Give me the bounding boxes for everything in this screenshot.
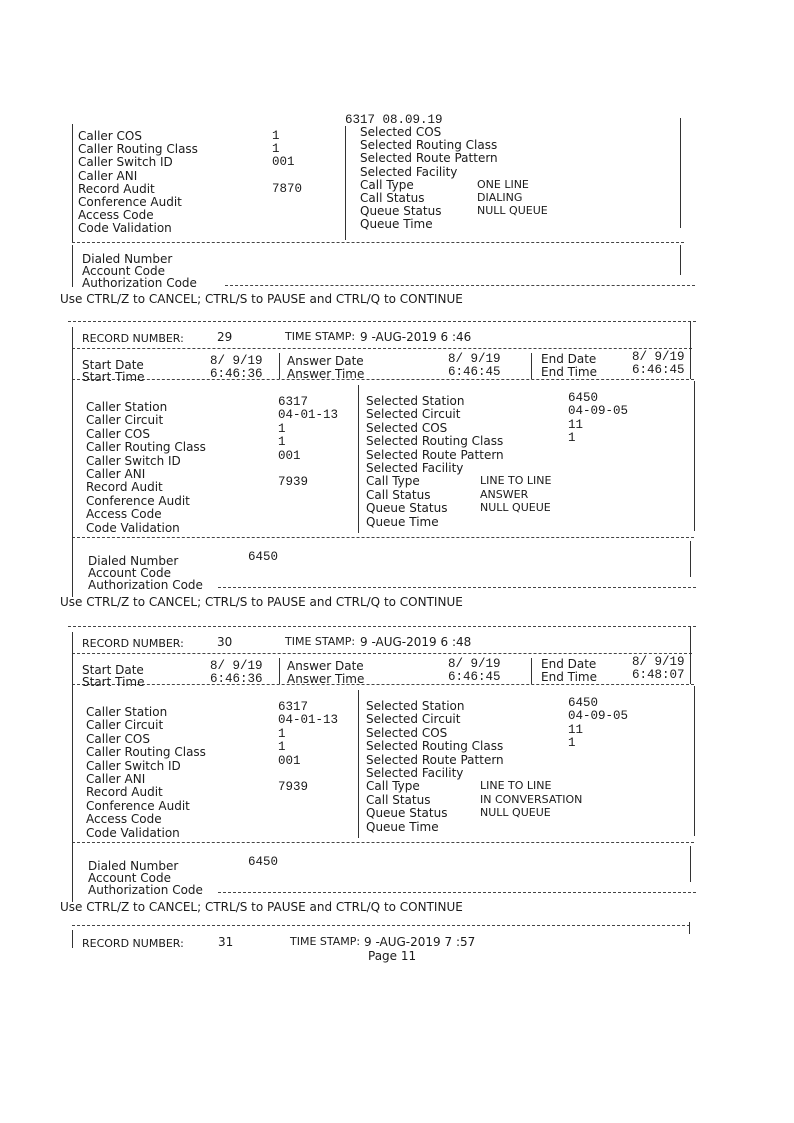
field-label: Caller Station [86, 400, 168, 414]
record-number: 29 [217, 330, 233, 344]
time-stamp: 9 -AUG-2019 7 :57 [364, 935, 476, 949]
field-label: Access Code [86, 812, 162, 827]
right-border [694, 686, 695, 836]
field-label: Code Validation [78, 221, 172, 236]
field-label: Call Status [360, 191, 425, 205]
record-number: 31 [218, 935, 234, 949]
start-date-label: Start Date [82, 663, 144, 677]
answer-time-label: Answer Time [287, 367, 365, 381]
field-value: 1 [278, 435, 286, 450]
field-label: Caller Circuit [86, 413, 164, 428]
field-value: 11 [568, 417, 584, 432]
record-number-label: RECORD NUMBER: [82, 332, 184, 345]
field-label: Queue Time [360, 217, 433, 232]
field-label: Queue Time [366, 514, 439, 529]
field-label: Caller Routing Class [78, 142, 198, 157]
column-divider [345, 126, 346, 240]
field-value: 6450 [248, 550, 279, 564]
field-label: Caller Switch ID [78, 155, 173, 170]
field-value: 1 [278, 740, 286, 755]
control-hint: Use CTRL/Z to CANCEL; CTRL/S to PAUSE and CTRL/Q to CONTINUE [60, 900, 463, 914]
field-value: 6450 [568, 391, 599, 405]
end-time: 6:46:45 [632, 363, 685, 377]
field-label: Caller Routing Class [86, 745, 206, 760]
field-label: Selected COS [366, 420, 448, 435]
divider-line [72, 653, 692, 654]
field-label: Caller Circuit [86, 718, 164, 733]
field-label: Caller COS [86, 731, 150, 746]
field-label: Queue Status [360, 204, 442, 219]
field-value: 7870 [272, 181, 303, 196]
field-value: ANSWER [480, 487, 529, 501]
field-label: Record Audit [78, 181, 155, 196]
start-time: 6:46:36 [210, 672, 263, 686]
start-time: 6:46:36 [210, 367, 263, 381]
field-label: Selected Facility [360, 164, 458, 179]
field-label: Dialed Number [88, 859, 179, 873]
field-label: Selected Routing Class [366, 739, 504, 754]
field-label: Authorization Code [88, 883, 203, 897]
field-value: NULL QUEUE [480, 501, 551, 515]
field-label: Selected Circuit [366, 712, 461, 727]
control-hint: Use CTRL/Z to CANCEL; CTRL/S to PAUSE and CTRL/Q to CONTINUE [60, 292, 463, 306]
field-label: Queue Time [366, 819, 439, 834]
field-value: DIALING [477, 191, 523, 204]
divider-line [72, 348, 692, 349]
start-date: 8/ 9/19 [210, 354, 263, 368]
field-label: Selected Routing Class [360, 138, 498, 153]
field-value: 1 [278, 421, 286, 436]
field-label: Access Code [86, 507, 162, 522]
answer-date: 8/ 9/19 [448, 352, 501, 366]
divider-line [72, 925, 690, 926]
left-border [72, 930, 73, 948]
end-time-label: End Time [541, 365, 597, 379]
field-label: Call Type [360, 177, 414, 192]
field-label: Authorization Code [82, 276, 197, 290]
answer-date-label: Answer Date [287, 659, 364, 673]
field-label: Access Code [78, 208, 154, 223]
field-value: LINE TO LINE [480, 474, 552, 488]
page-number: Page 11 [368, 949, 417, 963]
record-number-label: RECORD NUMBER: [82, 637, 184, 650]
field-value: 1 [568, 431, 576, 446]
divider-line [72, 537, 694, 538]
field-value: NULL QUEUE [480, 806, 551, 820]
field-label: Call Status [366, 792, 431, 807]
field-label: Call Type [366, 474, 420, 489]
field-label: Selected COS [366, 725, 448, 740]
answer-date: 8/ 9/19 [448, 657, 501, 671]
divider-line [72, 379, 694, 380]
field-label: Authorization Code [88, 578, 203, 592]
field-value: 04-01-13 [278, 408, 339, 423]
column-divider [531, 658, 532, 684]
field-value: 11 [568, 722, 584, 737]
field-value: 6450 [568, 696, 599, 710]
column-divider [279, 658, 280, 684]
field-value: 001 [278, 448, 301, 463]
field-value: LINE TO LINE [480, 779, 552, 793]
field-label: Conference Audit [86, 493, 190, 508]
answer-time-label: Answer Time [287, 672, 365, 686]
field-label: Caller ANI [86, 467, 146, 481]
field-label: Code Validation [86, 825, 180, 840]
field-label: Selected Route Pattern [360, 151, 498, 166]
divider-line [68, 626, 696, 627]
field-label: Selected Station [366, 394, 465, 408]
answer-time: 6:46:45 [448, 365, 501, 379]
field-label: Dialed Number [88, 554, 179, 568]
field-value: 04-01-13 [278, 713, 339, 728]
answer-date-label: Answer Date [287, 354, 364, 368]
field-value: 1 [568, 736, 576, 751]
right-border [689, 922, 690, 934]
field-value: 1 [272, 129, 280, 143]
field-label: Account Code [82, 264, 165, 278]
field-value: 7939 [278, 475, 309, 490]
start-date-label: Start Date [82, 358, 144, 372]
field-label: Account Code [88, 566, 171, 580]
right-border [690, 541, 691, 577]
divider-line [68, 321, 696, 322]
time-stamp: 9 -AUG-2019 6 :46 [360, 330, 472, 344]
divider-line [72, 684, 694, 685]
field-label: Selected COS [360, 125, 442, 139]
end-date: 8/ 9/19 [632, 350, 685, 364]
field-label: Selected Facility [366, 461, 464, 475]
field-label: Caller ANI [86, 772, 146, 786]
right-border [680, 118, 681, 228]
field-label: Account Code [88, 871, 171, 885]
field-label: Selected Route Pattern [366, 752, 504, 767]
divider-line [72, 242, 684, 243]
end-date-label: End Date [541, 657, 597, 671]
field-value: ONE LINE [477, 177, 529, 191]
divider-line [218, 892, 696, 893]
right-border [690, 846, 691, 882]
field-label: Dialed Number [82, 252, 173, 266]
field-label: Caller ANI [78, 168, 138, 183]
divider-line [72, 842, 694, 843]
field-value: IN CONVERSATION [480, 792, 583, 806]
control-hint: Use CTRL/Z to CANCEL; CTRL/S to PAUSE and CTRL/Q to CONTINUE [60, 595, 463, 609]
start-time-label: Start Time [82, 675, 145, 689]
field-label: Selected Routing Class [366, 434, 504, 449]
field-value: 1 [272, 142, 280, 157]
field-label: Conference Audit [86, 798, 190, 813]
field-label: Caller COS [86, 426, 150, 441]
record-number: 30 [217, 635, 233, 649]
field-label: Conference Audit [78, 195, 182, 209]
field-label: Selected Station [366, 699, 465, 713]
field-value: 7939 [278, 780, 309, 795]
time-stamp: 9 -AUG-2019 6 :48 [360, 635, 472, 649]
field-label: Caller COS [78, 129, 142, 143]
time-stamp-label: TIME STAMP: [285, 635, 356, 648]
time-stamp-label: TIME STAMP: [285, 330, 356, 343]
field-label: Caller Switch ID [86, 758, 181, 773]
end-date-label: End Date [541, 352, 597, 366]
end-time: 6:48:07 [632, 668, 685, 682]
divider-line [225, 285, 695, 286]
column-divider [358, 385, 359, 533]
field-value: 6317 [278, 700, 309, 714]
field-label: Selected Facility [366, 766, 464, 780]
field-value: 001 [278, 753, 301, 768]
column-divider [531, 353, 532, 379]
field-value: NULL QUEUE [477, 204, 548, 218]
field-label: Call Type [366, 779, 420, 794]
answer-time: 6:46:45 [448, 670, 501, 684]
left-border [72, 327, 73, 597]
left-border [72, 245, 73, 287]
record-number-label: RECORD NUMBER: [82, 937, 184, 950]
column-divider [279, 353, 280, 379]
end-date: 8/ 9/19 [632, 655, 685, 669]
field-value: 04-09-05 [568, 404, 629, 419]
end-time-label: End Time [541, 670, 597, 684]
field-label: Call Status [366, 487, 431, 502]
divider-line [218, 587, 696, 588]
field-value: 6450 [248, 855, 279, 869]
field-label: Selected Circuit [366, 407, 461, 422]
field-label: Record Audit [86, 480, 163, 495]
field-label: Caller Routing Class [86, 440, 206, 455]
field-label: Caller Station [86, 705, 168, 719]
field-label: Caller Switch ID [86, 453, 181, 468]
left-border [72, 632, 73, 902]
start-time-label: Start Time [82, 370, 145, 384]
field-value: 04-09-05 [568, 709, 629, 724]
field-value: 001 [272, 155, 295, 170]
field-label: Record Audit [86, 785, 163, 800]
field-value: 6317 [278, 395, 309, 409]
column-divider [358, 690, 359, 838]
field-value: 1 [278, 726, 286, 741]
field-label: Code Validation [86, 520, 180, 535]
right-border [680, 245, 681, 275]
field-label: Queue Status [366, 806, 448, 821]
top-header-stamp: 6317 08.09.19 [345, 113, 443, 127]
right-border [690, 626, 691, 684]
right-border [690, 321, 691, 379]
field-label: Selected Route Pattern [366, 447, 504, 462]
field-label: Queue Status [366, 501, 448, 516]
time-stamp-label: TIME STAMP: [290, 935, 361, 948]
start-date: 8/ 9/19 [210, 659, 263, 673]
left-border [72, 124, 73, 242]
right-border [694, 381, 695, 531]
